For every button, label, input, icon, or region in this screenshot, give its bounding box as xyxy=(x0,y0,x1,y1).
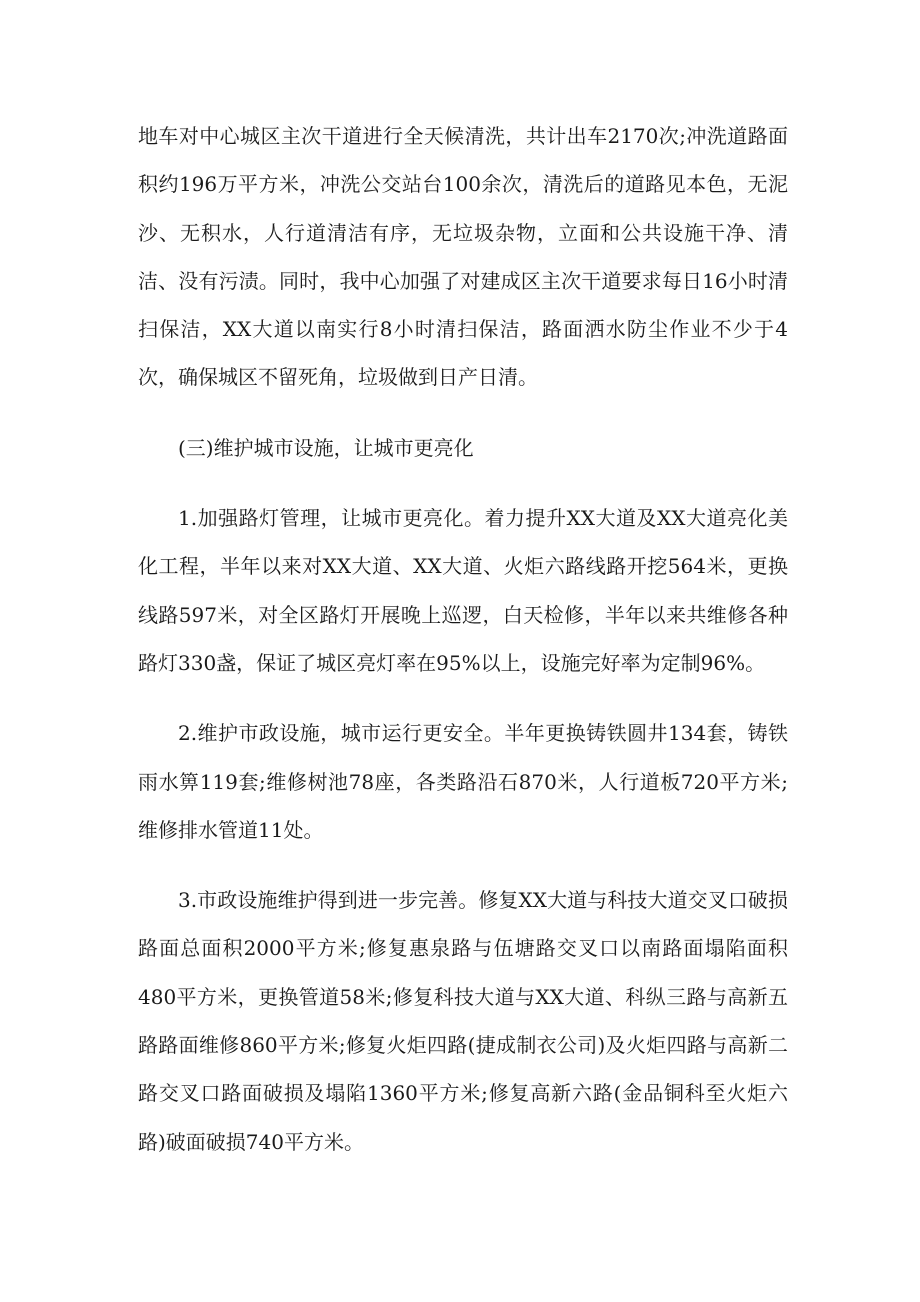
section-heading-facilities: (三)维护城市设施，让城市更亮化 xyxy=(178,435,474,460)
paragraph-road-repair: 3.市政设施维护得到进一步完善。修复XX大道与科技大道交叉口破损路面总面积2000平方米;修复惠泉路与伍塘路交叉口以南路面塌陷面积480平方米，更换管道58米;修复科技大道与XX大道、科纵三路与高新五路路面维修860平方米;修复火炬四路(捷成制衣公司)及火炬四路与高新二路交叉口路面破损及塌陷1360平方米;修复高新六路(金品铜科至火炬六路)破面破损740平方米。 xyxy=(138,888,788,1154)
paragraph-street-cleaning: 地车对中心城区主次干道进行全天候清洗，共计出车2170次;冲洗道路面积约196万平方米，冲洗公交站台100余次，清洗后的道路见本色，无泥沙、无积水，人行道清洁有序，无垃圾杂物，立面和公共设施干净、清洁、没有污渍。同时，我中心加强了对建成区主次干道要求每日16小时清扫保洁，XX大道以南实行8小时清扫保洁，路面洒水防尘作业不少于4次，确保城区不留死角，垃圾做到日产日清。 xyxy=(138,124,788,390)
paragraph-streetlight-management: 1.加强路灯管理，让城市更亮化。着力提升XX大道及XX大道亮化美化工程，半年以来对XX大道、XX大道、火炬六路线路开挖564米，更换线路597米，对全区路灯开展晚上巡逻，白天检修，半年以来共维修各种路灯330盏，保证了城区亮灯率在95%以上，设施完好率为定制96%。 xyxy=(138,506,788,675)
paragraph-municipal-maintenance: 2.维护市政设施，城市运行更安全。半年更换铸铁圆井134套，铸铁雨水箅119套;维修树池78座，各类路沿石870米，人行道板720平方米;维修排水管道11处。 xyxy=(138,721,788,842)
document-body xyxy=(138,112,788,1166)
